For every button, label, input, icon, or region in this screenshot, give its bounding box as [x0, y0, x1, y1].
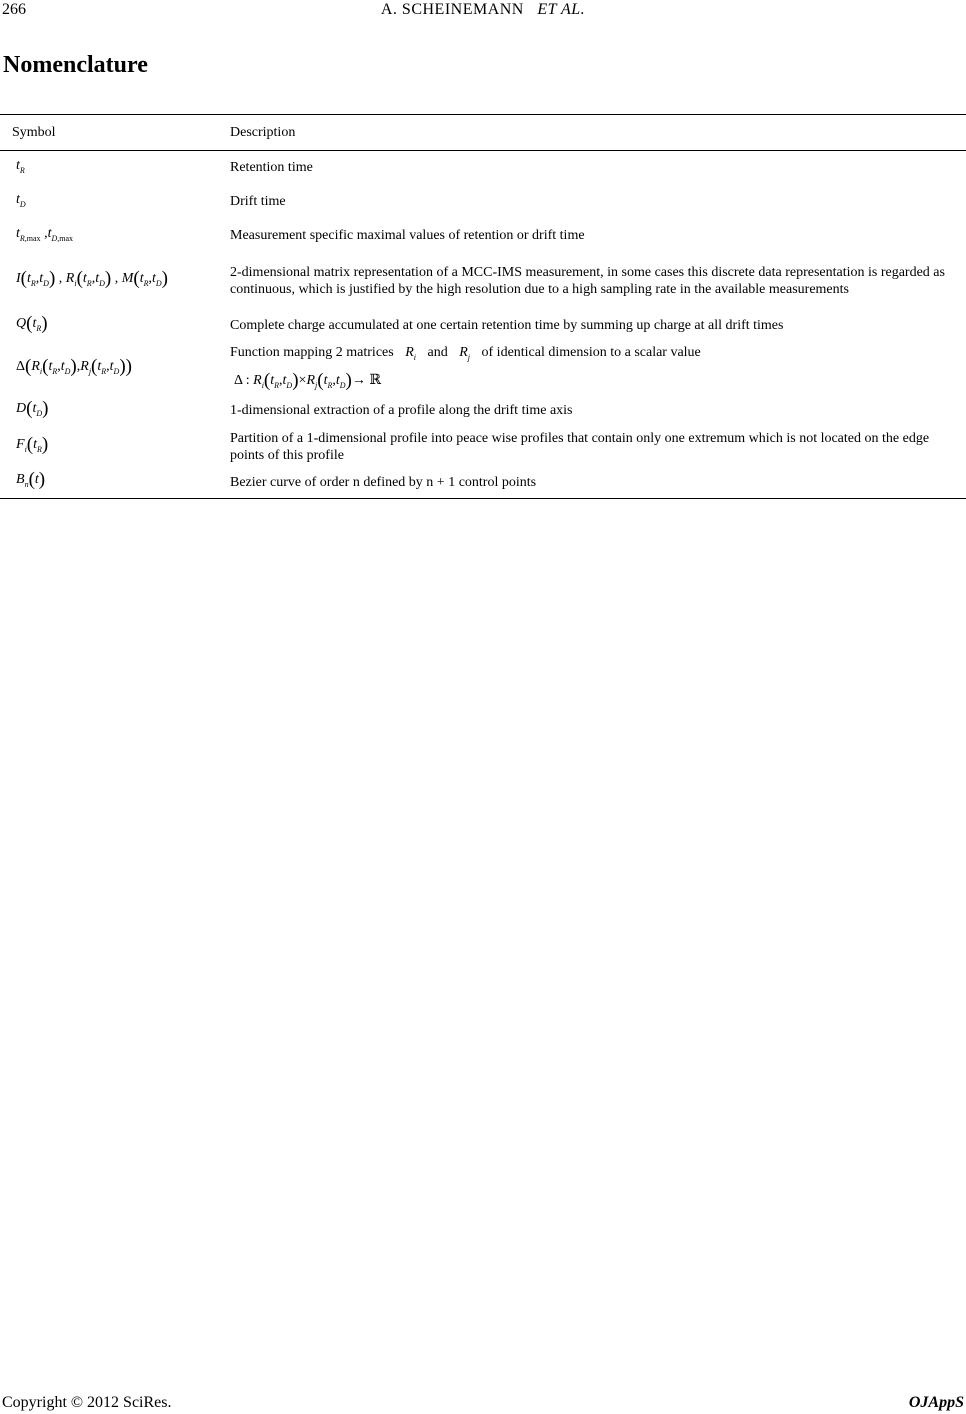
table-row [0, 253, 966, 309]
symbol-charge-q: $Q(t_R)$ [16, 312, 48, 334]
table-row [0, 343, 966, 395]
symbol-bezier-curve: $B_n(t)$ [16, 469, 46, 491]
description-cell: Complete charge accumulated at one certain retention time by summing up charge at all drift times [230, 318, 784, 333]
symbol-r-i: $R_i$ [405, 344, 416, 362]
symbol-measurement-matrix: $I(t_R,t_D)$ , $R_i(t_R,t_D)$ , $M(t_R,t_D)$ [16, 267, 168, 289]
running-head-authors: A. SCHEINEMANN [380, 1, 524, 18]
description-text: Function mapping 2 matrices [230, 344, 394, 360]
symbol-drift-profile: $D(t_D)$ [16, 397, 49, 419]
running-head [0, 1, 966, 19]
section-title: Nomenclature [3, 52, 148, 78]
symbol-delta-function: $\Delta(R_i(t_R,t_D),R_j(t_R,t_D))$ [16, 355, 132, 377]
table-row [0, 219, 966, 253]
table-row [0, 151, 966, 185]
symbol-max-times: $t_{R,max}$ $,t_{D,max}$ [16, 225, 74, 243]
table-header-row [0, 115, 966, 151]
nomenclature-table [0, 114, 966, 499]
description-text: of identical dimension to a scalar value [481, 344, 701, 360]
symbol-drift-time: $t_D$ [16, 191, 26, 209]
table-row [0, 427, 966, 467]
description-cell: Retention time [230, 160, 313, 176]
description-text: and [427, 344, 448, 360]
symbol-retention-time: $t_R$ [16, 157, 25, 175]
copyright-notice: Copyright © 2012 SciRes. [2, 1394, 172, 1411]
table-row [0, 395, 966, 427]
description-cell: Measurement specific maximal values of retention or drift time [230, 228, 585, 243]
description-cell: 1-dimensional extraction of a profile along the drift time axis [230, 403, 573, 418]
symbol-r-j: $R_j$ [459, 344, 471, 362]
description-cell: Partition of a 1-dimensional profile into peace wise profiles that contain only one extremum which is not located on the edge points of this profile [230, 430, 930, 463]
table-row [0, 309, 966, 343]
description-column-header: Description [230, 124, 296, 140]
symbol-partition-f: $F_i(t_R)$ [16, 433, 49, 455]
table-row [0, 467, 966, 499]
description-cell [230, 343, 966, 395]
running-head-etal: ET AL. [537, 1, 586, 18]
delta-mapping-formula: Δ : $R_i(t_R,t_D)\times R_j(t_R,t_D)\to$ ℝ [234, 369, 381, 391]
table-row [0, 185, 966, 219]
journal-name: OJAppS [908, 1394, 964, 1411]
description-cell: 2-dimensional matrix representation of a MCC-IMS measurement, in some cases this discrete data representation is regarded as continuous, which is justified by the high resolution due to a high sampling rate in the available measurements [230, 264, 945, 297]
description-cell: Bezier curve of order n defined by n + 1 control points [230, 474, 537, 490]
page-number: 266 [2, 1, 26, 18]
description-cell: Drift time [230, 194, 286, 209]
symbol-column-header: Symbol [12, 124, 56, 140]
